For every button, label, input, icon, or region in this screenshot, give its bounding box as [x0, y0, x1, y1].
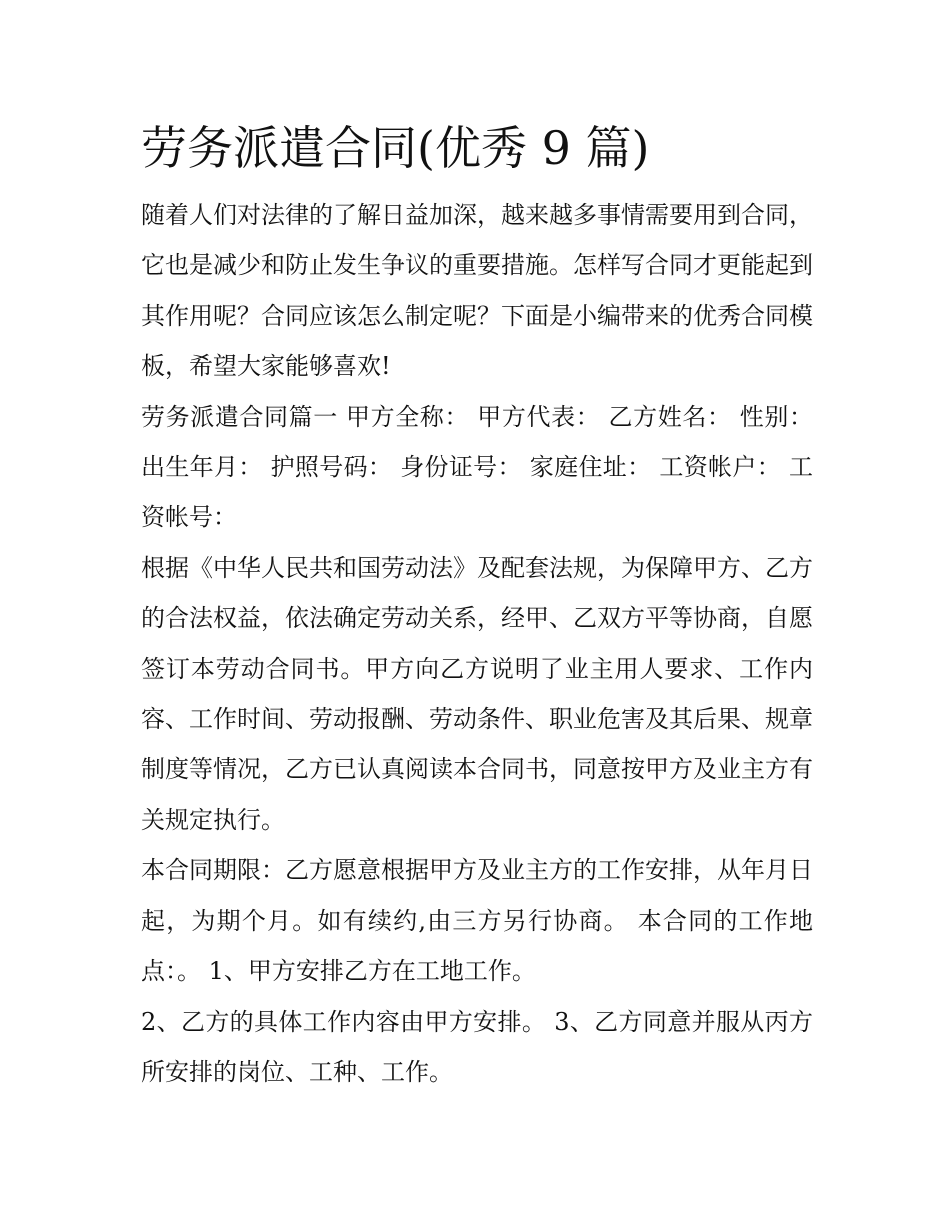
work-arrangement-paragraph: 2、乙方的具体工作内容由甲方安排。 3、乙方同意并服从丙方所安排的岗位、工种、工作。	[141, 1007, 813, 1086]
document-body	[141, 116, 813, 1097]
intro-paragraph: 随着人们对法律的了解日益加深，越来越多事情需要用到合同，它也是减少和防止发生争议的重要措施。怎样写合同才更能起到其作用呢？合同应该怎么制定呢？下面是小编带来的优秀合同模板，希望大家能够喜欢!	[141, 201, 813, 381]
legal-basis-paragraph: 根据《中华人民共和国劳动法》及配套法规，为保障甲方、乙方的合法权益，依法确定劳动关系，经甲、乙双方平等协商，自愿签订本劳动合同书。甲方向乙方说明了业主用人要求、工作内容、工作时间、劳动报酬、劳动条件、职业危害及其后果、规章制度等情况，乙方已认真阅读本合同书，同意按甲方及业主方有关规定执行。	[141, 553, 813, 834]
document-title: 劳务派遣合同(优秀 9 篇)	[141, 121, 650, 175]
contract-term-paragraph: 本合同期限：乙方愿意根据甲方及业主方的工作安排，从年月日起，为期个月。如有续约,由三方另行协商。 本合同的工作地点：。 1、甲方安排乙方在工地工作。	[141, 856, 813, 986]
party-info-paragraph: 劳务派遣合同篇一 甲方全称： 甲方代表： 乙方姓名： 性别： 出生年月： 护照号码： 身份证号： 家庭住址： 工资帐户： 工资帐号：	[141, 402, 813, 532]
